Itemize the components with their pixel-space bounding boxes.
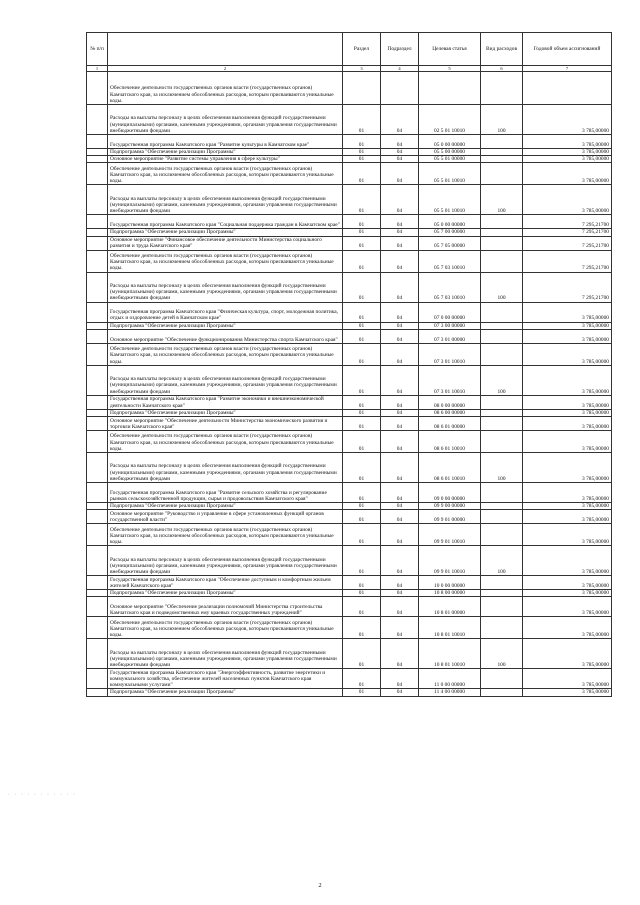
table-row xyxy=(87,597,612,617)
row-podrazdel-cell: 04 xyxy=(381,329,419,343)
row-vr-cell xyxy=(481,343,523,365)
row-vr-cell: 100 xyxy=(481,185,523,215)
row-number-cell xyxy=(87,302,108,322)
row-sum-cell: 3 785,00000 xyxy=(523,669,612,689)
row-name-cell: Основное мероприятие "Обеспечение функционирования Министерства спорта Камчатского края" xyxy=(108,329,343,343)
row-name-cell: Основное мероприятие "Обеспечение деятельности Министерства экономического развития и торговли Камчатского края" xyxy=(108,417,343,431)
row-csr-cell: 07 3 01 00000 xyxy=(419,329,481,343)
row-number-cell xyxy=(87,617,108,639)
table-row xyxy=(87,185,612,215)
row-podrazdel-cell: 04 xyxy=(381,215,419,229)
table-row xyxy=(87,250,612,272)
row-name-cell: Расходы на выплаты персоналу в целях обеспечения выполнения функций государственными (муниципальными) органами, казенными учреждениями, органами управления государственными внебюджетными фондами xyxy=(108,453,343,483)
row-csr-cell: 07 3 01 10010 xyxy=(419,343,481,365)
table-row xyxy=(87,639,612,669)
row-razdel-cell: 01 xyxy=(343,365,381,395)
row-sum-cell: 7 295,21700 xyxy=(523,250,612,272)
row-razdel-cell: 01 xyxy=(343,453,381,483)
row-csr-cell: 08 6 01 00000 xyxy=(419,417,481,431)
row-sum-cell: 3 785,00000 xyxy=(523,322,612,329)
row-podrazdel-cell: 04 xyxy=(381,617,419,639)
row-number-cell xyxy=(87,365,108,395)
row-razdel-cell: 01 xyxy=(343,524,381,546)
row-name-cell: Основное мероприятие "Руководство и управление в сфере установленных функций органов государственной власти" xyxy=(108,510,343,524)
row-vr-cell: 100 xyxy=(481,105,523,135)
row-name-cell: Государственная программа Камчатского края "Развитие экономики и внешнеэкономической деятельности Камчатского края" xyxy=(108,395,343,409)
table-row xyxy=(87,669,612,689)
table-row xyxy=(87,503,612,510)
row-podrazdel-cell: 04 xyxy=(381,590,419,597)
row-number-cell xyxy=(87,546,108,576)
col-number: 1 xyxy=(87,66,108,72)
row-number-cell xyxy=(87,453,108,483)
row-name-cell: Расходы на выплаты персоналу в целях обеспечения выполнения функций государственными (муниципальными) органами, казенными учреждениями, органами управления государственными внебюджетными фондами xyxy=(108,185,343,215)
row-razdel-cell: 01 xyxy=(343,590,381,597)
page-number: 2 xyxy=(318,882,322,889)
row-razdel-cell: 01 xyxy=(343,343,381,365)
row-csr-cell: 10 8 01 10010 xyxy=(419,617,481,639)
row-name-cell: Обеспечение деятельности государственных органов власти (государственных органов) Камчатского края, за исключением обособленных расходов, которым присваиваются уникальные коды. xyxy=(108,343,343,365)
row-sum-cell: 3 785,00000 xyxy=(523,302,612,322)
row-razdel-cell: 01 xyxy=(343,617,381,639)
row-number-cell xyxy=(87,669,108,689)
row-csr-cell: 05 0 00 00000 xyxy=(419,215,481,229)
row-csr-cell: 07 3 01 10010 xyxy=(419,365,481,395)
table-row xyxy=(87,689,612,696)
margin-dots: · · · · · · · · · · · xyxy=(8,792,77,798)
row-podrazdel-cell: 04 xyxy=(381,510,419,524)
row-name-cell: Государственная программа Камчатского края "Энергоэффективность, развитие энергетики и коммунального хозяйства, обеспечение жителей населенных пунктов Камчатского края коммунальными услугами" xyxy=(108,669,343,689)
table-row xyxy=(87,510,612,524)
row-csr-cell: 09 9 01 10010 xyxy=(419,546,481,576)
row-sum-cell: 3 785,00000 xyxy=(523,417,612,431)
col-num-header: № п/п xyxy=(87,33,108,66)
table-body xyxy=(87,72,612,697)
row-razdel-cell: 01 xyxy=(343,417,381,431)
row-vr-cell xyxy=(481,395,523,409)
row-razdel-cell: 01 xyxy=(343,135,381,149)
row-vr-cell xyxy=(481,597,523,617)
row-razdel-cell: 01 xyxy=(343,597,381,617)
row-razdel-cell: 01 xyxy=(343,395,381,409)
row-csr-cell: 05 5 01 00000 xyxy=(419,156,481,163)
row-name-cell: Обеспечение деятельности государственных органов власти (государственных органов) Камчатского края, за исключением обособленных расходов, которым присваиваются уникальные коды. xyxy=(108,431,343,453)
row-razdel-cell: 01 xyxy=(343,322,381,329)
row-sum-cell: 3 785,00000 xyxy=(523,135,612,149)
row-razdel-cell: 01 xyxy=(343,272,381,302)
row-number-cell xyxy=(87,236,108,250)
row-number-cell xyxy=(87,149,108,156)
row-vr-cell xyxy=(481,689,523,696)
row-csr-cell: 08 6 01 10010 xyxy=(419,431,481,453)
row-sum-cell: 3 785,00000 xyxy=(523,395,612,409)
row-name-cell: Государственная программа Камчатского края "Обеспечение доступным и комфортным жильем жителей Камчатского края" xyxy=(108,576,343,590)
row-vr-cell xyxy=(481,510,523,524)
row-number-cell xyxy=(87,395,108,409)
row-sum-cell: 3 785,00000 xyxy=(523,409,612,416)
row-number-cell xyxy=(87,229,108,236)
row-sum-cell: 7 295,21700 xyxy=(523,215,612,229)
row-csr-cell: 10 0 00 00000 xyxy=(419,576,481,590)
row-number-cell xyxy=(87,597,108,617)
row-name-cell: Основное мероприятие "Обеспечение реализации полномочий Министерства строительства Камчатского края и подведомственных ему краевых государственных учреждений" xyxy=(108,597,343,617)
row-podrazdel-cell: 04 xyxy=(381,524,419,546)
row-podrazdel-cell: 04 xyxy=(381,343,419,365)
row-sum-cell: 3 785,00000 xyxy=(523,483,612,503)
row-number-cell xyxy=(87,689,108,696)
row-csr-cell: 09 0 00 00000 xyxy=(419,483,481,503)
row-csr-cell: 11 0 00 00000 xyxy=(419,669,481,689)
row-number-cell xyxy=(87,215,108,229)
table-row xyxy=(87,163,612,185)
row-number-cell xyxy=(87,510,108,524)
table-row xyxy=(87,329,612,343)
row-podrazdel-cell: 04 xyxy=(381,185,419,215)
row-csr-cell: 08 6 01 10010 xyxy=(419,453,481,483)
row-number-cell xyxy=(87,156,108,163)
row-sum-cell: 3 785,00000 xyxy=(523,510,612,524)
col-name-header xyxy=(108,33,343,66)
row-podrazdel-cell: 04 xyxy=(381,272,419,302)
row-sum-cell: 3 785,00000 xyxy=(523,163,612,185)
row-vr-cell xyxy=(481,156,523,163)
row-name-cell: Расходы на выплаты персоналу в целях обеспечения выполнения функций государственными (муниципальными) органами, казенными учреждениями, органами управления государственными внебюджетными фондами xyxy=(108,546,343,576)
row-csr-cell: 10 8 00 00000 xyxy=(419,590,481,597)
row-razdel-cell: 01 xyxy=(343,229,381,236)
table-row xyxy=(87,590,612,597)
row-podrazdel-cell: 04 xyxy=(381,417,419,431)
row-csr-cell: 09 9 01 00000 xyxy=(419,510,481,524)
row-sum-cell: 3 785,00000 xyxy=(523,156,612,163)
row-vr-cell xyxy=(481,409,523,416)
row-sum-cell: 7 295,21700 xyxy=(523,229,612,236)
row-vr-cell xyxy=(481,236,523,250)
row-csr-cell: 09 9 00 00000 xyxy=(419,503,481,510)
row-csr-cell: 05 5 01 10010 xyxy=(419,163,481,185)
row-vr-cell xyxy=(481,72,523,105)
row-vr-cell xyxy=(481,669,523,689)
table-row xyxy=(87,149,612,156)
row-csr-cell: 05 5 01 10010 xyxy=(419,185,481,215)
row-razdel-cell: 01 xyxy=(343,329,381,343)
row-csr-cell: 05 7 00 00000 xyxy=(419,229,481,236)
col-sum-header: Годовой объем ассигнований xyxy=(523,33,612,66)
row-csr-cell: 05 7 03 10010 xyxy=(419,272,481,302)
row-vr-cell xyxy=(481,483,523,503)
row-sum-cell: 7 295,21700 xyxy=(523,272,612,302)
row-vr-cell xyxy=(481,215,523,229)
row-csr-cell: 10 8 01 10010 xyxy=(419,639,481,669)
row-podrazdel-cell: 04 xyxy=(381,576,419,590)
row-podrazdel-cell: 04 xyxy=(381,483,419,503)
row-razdel-cell: 01 xyxy=(343,503,381,510)
row-sum-cell: 3 785,00000 xyxy=(523,343,612,365)
row-razdel-cell: 01 xyxy=(343,215,381,229)
row-podrazdel-cell: 04 xyxy=(381,395,419,409)
row-number-cell xyxy=(87,322,108,329)
header-row xyxy=(87,33,612,66)
row-csr-cell: 07 0 00 00000 xyxy=(419,302,481,322)
row-vr-cell xyxy=(481,135,523,149)
row-name-cell: Обеспечение деятельности государственных органов власти (государственных органов) Камчатского края, за исключением обособленных расходов, которым присваиваются уникальные коды. xyxy=(108,72,343,105)
row-number-cell xyxy=(87,135,108,149)
row-name-cell: Подпрограмма "Обеспечение реализации Программы" xyxy=(108,503,343,510)
row-name-cell: Обеспечение деятельности государственных органов власти (государственных органов) Камчатского края, за исключением обособленных расходов, которым присваиваются уникальные коды. xyxy=(108,163,343,185)
row-number-cell xyxy=(87,185,108,215)
row-name-cell: Расходы на выплаты персоналу в целях обеспечения выполнения функций государственными (муниципальными) органами, казенными учреждениями, органами управления государственными внебюджетными фондами xyxy=(108,639,343,669)
row-podrazdel-cell: 04 xyxy=(381,365,419,395)
row-vr-cell xyxy=(481,322,523,329)
row-vr-cell: 100 xyxy=(481,453,523,483)
table-row xyxy=(87,156,612,163)
row-sum-cell: 3 785,00000 xyxy=(523,431,612,453)
row-name-cell: Подпрограмма "Обеспечение реализации Программы" xyxy=(108,322,343,329)
table-row xyxy=(87,483,612,503)
row-razdel-cell: 01 xyxy=(343,236,381,250)
row-podrazdel-cell: 04 xyxy=(381,431,419,453)
row-razdel-cell: 01 xyxy=(343,431,381,453)
row-razdel-cell: 01 xyxy=(343,185,381,215)
col-podrazdel-header: Подраздел xyxy=(381,33,419,66)
row-razdel-cell: 01 xyxy=(343,250,381,272)
table-row xyxy=(87,236,612,250)
table-row xyxy=(87,105,612,135)
row-sum-cell: 7 295,21700 xyxy=(523,236,612,250)
row-number-cell xyxy=(87,431,108,453)
row-csr-cell: 05 5 00 00000 xyxy=(419,149,481,156)
budget-table xyxy=(86,32,612,697)
row-podrazdel-cell: 04 xyxy=(381,163,419,185)
row-podrazdel-cell: 04 xyxy=(381,250,419,272)
row-number-cell xyxy=(87,105,108,135)
row-csr-cell: 09 9 01 10010 xyxy=(419,524,481,546)
table-row xyxy=(87,617,612,639)
row-podrazdel-cell: 04 xyxy=(381,302,419,322)
row-razdel-cell: 01 xyxy=(343,669,381,689)
table-row xyxy=(87,524,612,546)
row-sum-cell: 3 785,00000 xyxy=(523,546,612,576)
row-podrazdel-cell: 04 xyxy=(381,236,419,250)
table-row xyxy=(87,72,612,105)
row-razdel-cell: 01 xyxy=(343,689,381,696)
table-row xyxy=(87,272,612,302)
col-number: 4 xyxy=(381,66,419,72)
row-sum-cell: 3 785,00000 xyxy=(523,503,612,510)
row-sum-cell: 3 785,00000 xyxy=(523,689,612,696)
row-razdel-cell: 01 xyxy=(343,302,381,322)
row-vr-cell xyxy=(481,163,523,185)
row-csr-cell: 10 8 01 00000 xyxy=(419,597,481,617)
row-vr-cell xyxy=(481,417,523,431)
table-row xyxy=(87,431,612,453)
row-number-cell xyxy=(87,329,108,343)
row-podrazdel-cell: 04 xyxy=(381,135,419,149)
row-podrazdel-cell: 04 xyxy=(381,156,419,163)
row-number-cell xyxy=(87,163,108,185)
table-row xyxy=(87,302,612,322)
row-name-cell: Обеспечение деятельности государственных органов власти (государственных органов) Камчатского края, за исключением обособленных расходов, которым присваиваются уникальные коды. xyxy=(108,250,343,272)
row-number-cell xyxy=(87,250,108,272)
row-number-cell xyxy=(87,639,108,669)
row-sum-cell: 3 785,00000 xyxy=(523,639,612,669)
table-row xyxy=(87,365,612,395)
table-row xyxy=(87,135,612,149)
col-vr-header: Вид расходов xyxy=(481,33,523,66)
row-name-cell: Подпрограмма "Обеспечение реализации Программы" xyxy=(108,689,343,696)
row-csr-cell: 08 0 00 00000 xyxy=(419,395,481,409)
row-name-cell: Государственная программа Камчатского края "Развитие культуры в Камчатском крае" xyxy=(108,135,343,149)
row-sum-cell: 3 785,00000 xyxy=(523,185,612,215)
row-vr-cell xyxy=(481,431,523,453)
table-row xyxy=(87,322,612,329)
row-sum-cell: 3 785,00000 xyxy=(523,149,612,156)
row-name-cell: Государственная программа Камчатского края "Развитие сельского хозяйства и регулирование рынков сельскохозяйственной продукции, сырья и продовольствия Камчатского края" xyxy=(108,483,343,503)
row-podrazdel-cell: 04 xyxy=(381,503,419,510)
row-name-cell: Основное мероприятие "Развитие системы управления в сфере культуры" xyxy=(108,156,343,163)
row-podrazdel-cell: 04 xyxy=(381,669,419,689)
row-vr-cell xyxy=(481,503,523,510)
col-number: 7 xyxy=(523,66,612,72)
row-razdel-cell: 01 xyxy=(343,156,381,163)
row-name-cell: Подпрограмма "Обеспечение реализации Программы" xyxy=(108,409,343,416)
row-vr-cell xyxy=(481,302,523,322)
row-sum-cell: 3 785,00000 xyxy=(523,365,612,395)
row-podrazdel-cell: 04 xyxy=(381,597,419,617)
col-razdel-header: Раздел xyxy=(343,33,381,66)
row-sum-cell: 3 785,00000 xyxy=(523,105,612,135)
row-podrazdel-cell: 04 xyxy=(381,453,419,483)
row-razdel-cell: 01 xyxy=(343,163,381,185)
row-podrazdel-cell: 04 xyxy=(381,689,419,696)
row-razdel-cell: 01 xyxy=(343,483,381,503)
table-row xyxy=(87,417,612,431)
table-row xyxy=(87,409,612,416)
row-number-cell xyxy=(87,409,108,416)
row-podrazdel-cell: 04 xyxy=(381,149,419,156)
row-csr-cell: 05 7 05 00000 xyxy=(419,236,481,250)
row-podrazdel-cell: 04 xyxy=(381,546,419,576)
row-vr-cell xyxy=(481,576,523,590)
row-podrazdel-cell: 04 xyxy=(381,409,419,416)
row-sum-cell xyxy=(523,72,612,105)
row-sum-cell: 3 785,00000 xyxy=(523,617,612,639)
row-podrazdel-cell: 04 xyxy=(381,322,419,329)
row-name-cell: Расходы на выплаты персоналу в целях обеспечения выполнения функций государственными (муниципальными) органами, казенными учреждениями, органами управления государственными внебюджетными фондами xyxy=(108,105,343,135)
row-name-cell: Основное мероприятие "Финансовое обеспечение деятельности Министерства социального развития и труда Камчатского края" xyxy=(108,236,343,250)
row-vr-cell xyxy=(481,617,523,639)
row-sum-cell: 3 785,00000 xyxy=(523,576,612,590)
row-csr-cell xyxy=(419,72,481,105)
row-name-cell: Расходы на выплаты персоналу в целях обеспечения выполнения функций государственными (муниципальными) органами, казенными учреждениями, органами управления государственными внебюджетными фондами xyxy=(108,365,343,395)
row-razdel-cell: 01 xyxy=(343,105,381,135)
table-row xyxy=(87,546,612,576)
row-vr-cell xyxy=(481,250,523,272)
row-name-cell: Подпрограмма "Обеспечение реализации Программы" xyxy=(108,149,343,156)
col-csr-header: Целевая статья xyxy=(419,33,481,66)
col-number: 5 xyxy=(419,66,481,72)
row-csr-cell: 02 5 01 10010 xyxy=(419,105,481,135)
row-razdel-cell: 01 xyxy=(343,639,381,669)
row-sum-cell: 3 785,00000 xyxy=(523,453,612,483)
row-vr-cell xyxy=(481,149,523,156)
row-number-cell xyxy=(87,524,108,546)
row-csr-cell: 08 6 00 00000 xyxy=(419,409,481,416)
table-row xyxy=(87,395,612,409)
row-podrazdel-cell: 04 xyxy=(381,105,419,135)
row-number-cell xyxy=(87,417,108,431)
row-razdel-cell: 01 xyxy=(343,546,381,576)
col-number: 6 xyxy=(481,66,523,72)
table-row xyxy=(87,453,612,483)
row-csr-cell: 11 4 00 00000 xyxy=(419,689,481,696)
row-number-cell xyxy=(87,483,108,503)
row-vr-cell: 100 xyxy=(481,639,523,669)
row-name-cell: Расходы на выплаты персоналу в целях обеспечения выполнения функций государственными (муниципальными) органами, казенными учреждениями, органами управления государственными внебюджетными фондами xyxy=(108,272,343,302)
row-name-cell: Обеспечение деятельности государственных органов власти (государственных органов) Камчатского края, за исключением обособленных расходов, которым присваиваются уникальные коды. xyxy=(108,617,343,639)
row-razdel-cell: 01 xyxy=(343,576,381,590)
row-razdel-cell: 01 xyxy=(343,510,381,524)
row-number-cell xyxy=(87,343,108,365)
row-name-cell: Обеспечение деятельности государственных органов власти (государственных органов) Камчатского края, за исключением обособленных расходов, которым присваиваются уникальные коды. xyxy=(108,524,343,546)
row-vr-cell xyxy=(481,229,523,236)
row-podrazdel-cell: 04 xyxy=(381,229,419,236)
row-number-cell xyxy=(87,503,108,510)
table-row xyxy=(87,229,612,236)
row-csr-cell: 05 0 00 00000 xyxy=(419,135,481,149)
row-name-cell: Государственная программа Камчатского края "Физическая культура, спорт, молодежная политика, отдых и оздоровление детей в Камчатском крае" xyxy=(108,302,343,322)
row-number-cell xyxy=(87,72,108,105)
row-sum-cell: 3 785,00000 xyxy=(523,329,612,343)
row-vr-cell: 100 xyxy=(481,365,523,395)
table-row xyxy=(87,576,612,590)
row-razdel-cell xyxy=(343,72,381,105)
row-vr-cell: 100 xyxy=(481,272,523,302)
col-number: 2 xyxy=(108,66,343,72)
row-name-cell: Подпрограмма "Обеспечение реализации Программы" xyxy=(108,590,343,597)
row-sum-cell: 3 785,00000 xyxy=(523,590,612,597)
table-row xyxy=(87,215,612,229)
row-sum-cell: 3 785,00000 xyxy=(523,524,612,546)
table-row xyxy=(87,343,612,365)
row-podrazdel-cell: 04 xyxy=(381,639,419,669)
row-name-cell: Государственная программа Камчатского края "Социальная поддержка граждан в Камчатском крае" xyxy=(108,215,343,229)
row-vr-cell xyxy=(481,329,523,343)
row-number-cell xyxy=(87,590,108,597)
row-number-cell xyxy=(87,576,108,590)
row-name-cell: Подпрограмма "Обеспечение реализации Программы" xyxy=(108,229,343,236)
row-csr-cell: 07 3 00 00000 xyxy=(419,322,481,329)
row-vr-cell xyxy=(481,590,523,597)
row-sum-cell: 3 785,00000 xyxy=(523,597,612,617)
row-vr-cell: 100 xyxy=(481,546,523,576)
row-vr-cell xyxy=(481,524,523,546)
row-csr-cell: 05 7 03 10010 xyxy=(419,250,481,272)
row-number-cell xyxy=(87,272,108,302)
row-podrazdel-cell xyxy=(381,72,419,105)
row-razdel-cell: 01 xyxy=(343,409,381,416)
row-razdel-cell: 01 xyxy=(343,149,381,156)
col-number: 3 xyxy=(343,66,381,72)
